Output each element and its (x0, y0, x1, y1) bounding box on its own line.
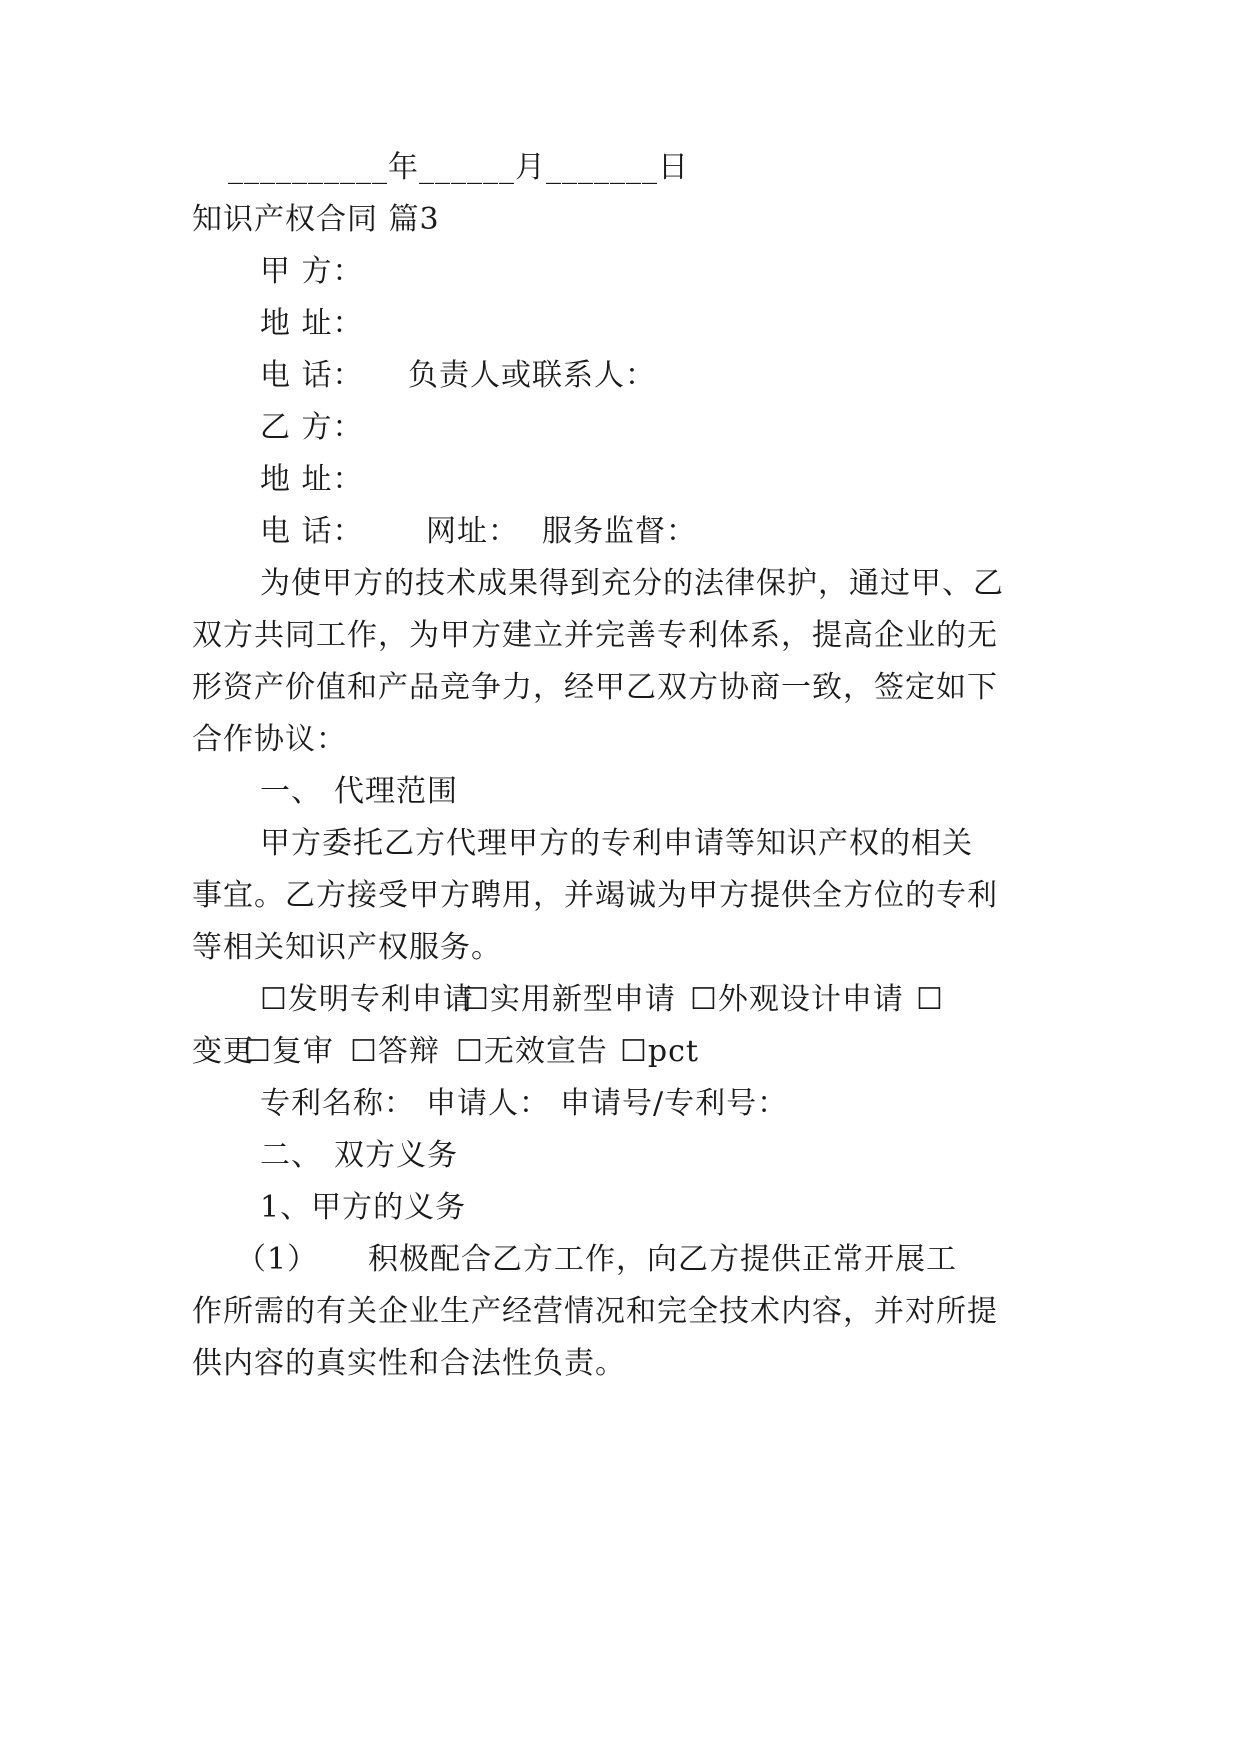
duty-item-1-line-2: 作所需的有关企业生产经营情况和完全技术内容，并对所提 (192, 1294, 998, 1329)
duty-item-1-number: （1） (236, 1242, 319, 1277)
scope-heading-number: 一、 (260, 774, 322, 809)
intro-line-3: 形资产价值和产品竞争力，经甲乙双方协商一致，签定如下 (192, 670, 998, 705)
duties-sub-heading: 1、甲方的义务 (260, 1190, 467, 1225)
option-utility-model: ☐实用新型申请 (462, 982, 676, 1017)
scope-heading-text: 代理范围 (334, 774, 458, 809)
party-a-label: 甲 方： (260, 254, 364, 289)
option-reexamination: ☐复审 (244, 1034, 334, 1069)
party-b-phone-label: 电 话： (260, 514, 364, 549)
option-invention: ☐发明专利申请 (260, 982, 474, 1017)
date-line: __________年______月_______日 (228, 150, 689, 185)
scope-line-2: 事宜。乙方接受甲方聘用，并竭诚为甲方提供全方位的专利 (192, 878, 998, 913)
party-a-phone-label: 电 话： (260, 358, 364, 393)
party-b-supervision-label: 服务监督： (542, 514, 697, 549)
applicant-label: 申请人： (426, 1086, 550, 1121)
intro-line-1: 为使甲方的技术成果得到充分的法律保护，通过甲、乙 (260, 566, 1004, 601)
option-design: ☐外观设计申请 (690, 982, 904, 1017)
party-a-address-label: 地 址： (260, 306, 364, 341)
option-invalidation: ☐无效宣告 (456, 1034, 608, 1069)
party-a-contact-label: 负责人或联系人： (408, 358, 656, 393)
party-b-website-label: 网址： (426, 514, 519, 549)
intro-line-4: 合作协议： (192, 722, 347, 757)
duties-heading-text: 双方义务 (334, 1138, 458, 1173)
scope-line-3: 等相关知识产权服务。 (192, 930, 502, 965)
duty-item-1-line-1: 积极配合乙方工作，向乙方提供正常开展工 (368, 1242, 957, 1277)
section-title: 知识产权合同 篇3 (192, 202, 440, 237)
party-b-address-label: 地 址： (260, 462, 364, 497)
scope-line-1: 甲方委托乙方代理甲方的专利申请等知识产权的相关 (260, 826, 973, 861)
patent-name-label: 专利名称： (260, 1086, 415, 1121)
duties-heading-number: 二、 (260, 1138, 322, 1173)
duty-item-1-line-3: 供内容的真实性和合法性负责。 (192, 1346, 626, 1381)
party-b-label: 乙 方： (260, 410, 364, 445)
patent-number-label: 申请号/专利号： (560, 1086, 789, 1121)
intro-line-2: 双方共同工作，为甲方建立并完善专利体系，提高企业的无 (192, 618, 998, 653)
option-pct: ☐pct (620, 1034, 699, 1069)
option-defense: ☐答辩 (350, 1034, 440, 1069)
option-change-text: 变更 (192, 1034, 254, 1069)
option-change-box: ☐ (916, 982, 944, 1017)
